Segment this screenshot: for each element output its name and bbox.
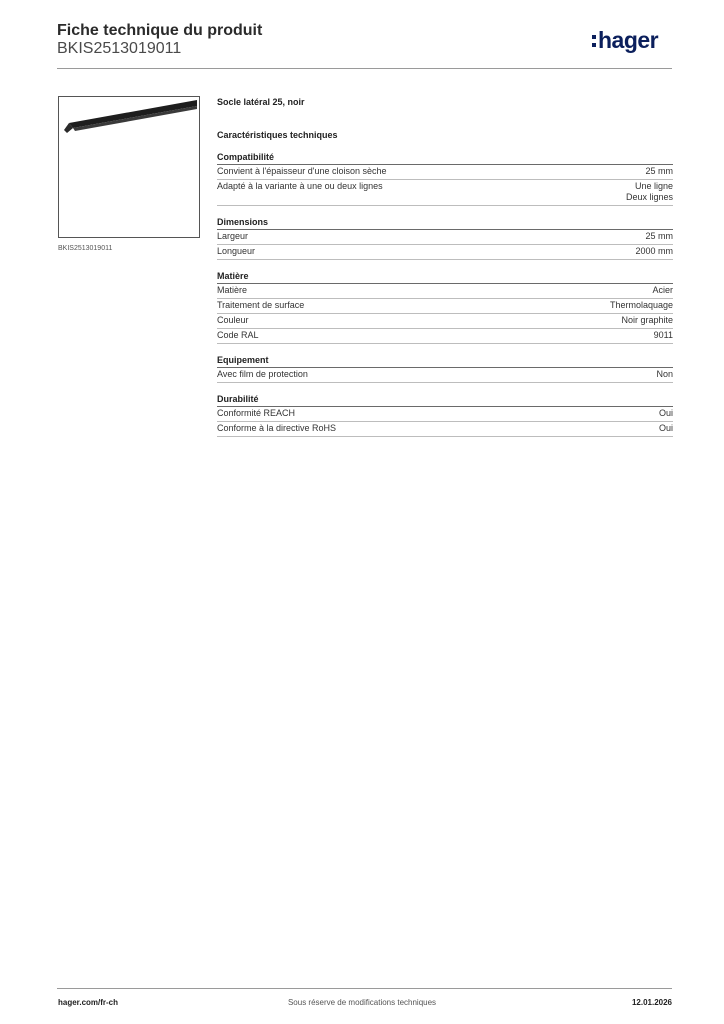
spec-label: Matière	[217, 285, 248, 295]
spec-row	[217, 422, 673, 437]
hager-logo	[592, 27, 658, 54]
spec-row	[217, 230, 673, 245]
section-heading: Equipement	[217, 354, 673, 368]
section-heading: Compatibilité	[217, 151, 673, 165]
spec-value: Noir graphite	[621, 315, 673, 325]
section-compatibilite	[217, 151, 673, 206]
spec-row	[217, 284, 673, 299]
spec-row	[217, 299, 673, 314]
spec-row	[217, 368, 673, 383]
section-equipement	[217, 354, 673, 383]
spec-row	[217, 329, 673, 344]
spec-label: Avec film de protection	[217, 369, 308, 379]
spec-value: 25 mm	[645, 166, 673, 176]
spec-value	[626, 181, 673, 203]
spec-value-line: Une ligne	[634, 181, 673, 191]
spec-label: Conforme à la directive RoHS	[217, 423, 337, 433]
spec-label: Couleur	[217, 315, 249, 325]
spec-row	[217, 180, 673, 206]
product-name: Socle latéral 25, noir	[217, 97, 305, 107]
footer-website-link[interactable]: hager.com/fr-ch	[58, 998, 119, 1007]
product-specs	[217, 96, 673, 437]
section-heading: Matière	[217, 270, 673, 284]
footer-disclaimer: Sous réserve de modifications techniques	[287, 998, 437, 1007]
document-title: Fiche technique du produit	[57, 22, 263, 39]
spec-row	[217, 245, 673, 260]
header-divider	[57, 68, 672, 69]
spec-label: Code RAL	[217, 330, 259, 340]
spec-label: Largeur	[217, 231, 249, 241]
product-reference: BKIS2513019011	[57, 40, 182, 57]
logo-text: hager	[598, 27, 659, 53]
spec-label: Adapté à la variante à une ou deux lignes	[217, 181, 383, 191]
spec-value: Thermolaquage	[609, 300, 673, 310]
section-durabilite	[217, 393, 673, 437]
spec-value: 25 mm	[645, 231, 673, 241]
spec-row	[217, 314, 673, 329]
section-heading: Dimensions	[217, 216, 673, 230]
spec-value: Non	[656, 369, 673, 379]
spec-value: 9011	[653, 330, 673, 340]
spec-label: Traitement de surface	[217, 300, 305, 310]
spec-value: Oui	[658, 423, 673, 433]
spec-label: Longueur	[217, 246, 256, 256]
section-heading: Durabilité	[217, 393, 673, 407]
product-profile-icon	[59, 97, 199, 237]
spec-value: 2000 mm	[635, 246, 673, 256]
spec-value: Oui	[658, 408, 673, 418]
logo-colon-icon	[592, 35, 596, 47]
footer-divider	[57, 988, 672, 989]
image-caption: BKIS2513019011	[58, 245, 113, 252]
product-image	[58, 96, 200, 238]
footer-date: 12.01.2026	[631, 998, 672, 1007]
spec-row	[217, 165, 673, 180]
tech-characteristics-heading: Caractéristiques techniques	[217, 130, 338, 140]
spec-label: Conformité REACH	[217, 408, 296, 418]
section-matiere	[217, 270, 673, 344]
spec-value-line: Deux lignes	[625, 192, 673, 202]
spec-label: Convient à l'épaisseur d'une cloison sèche	[217, 166, 387, 176]
spec-value: Acier	[652, 285, 673, 295]
spec-row	[217, 407, 673, 422]
section-dimensions	[217, 216, 673, 260]
